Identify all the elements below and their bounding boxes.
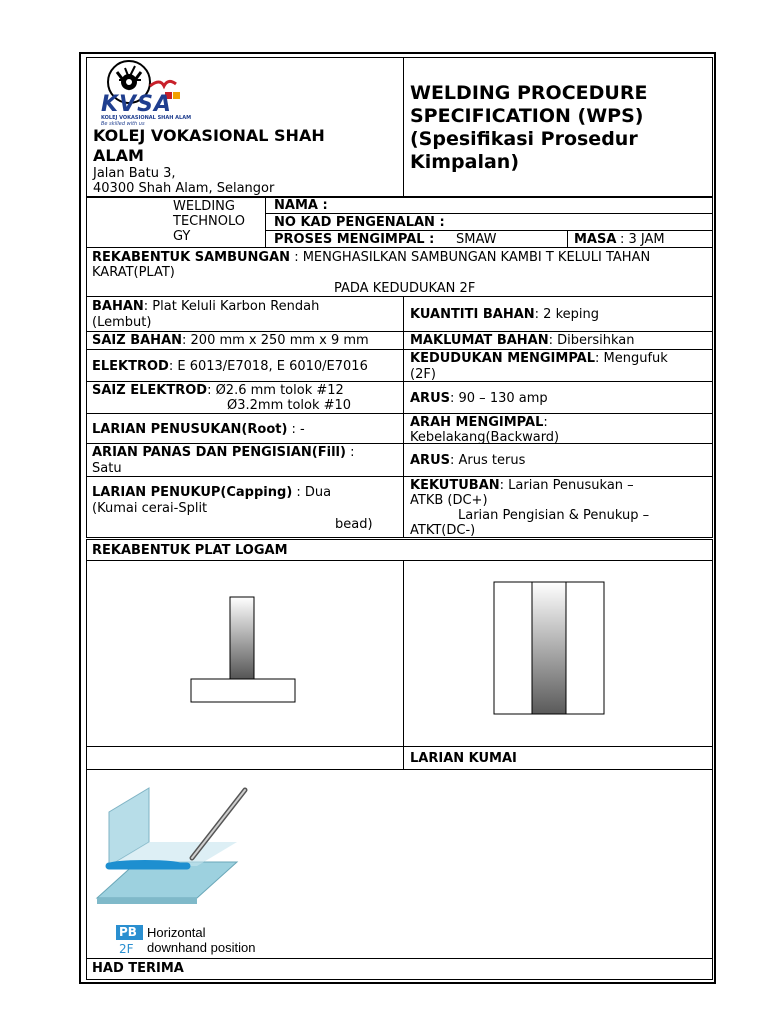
larian-kumai-label: LARIAN KUMAI <box>410 751 517 766</box>
saiz-elektrod-value-line1: : Ø2.6 mm tolok #12 <box>207 383 344 398</box>
header-title-cell <box>403 57 713 197</box>
capping-value-line1: : Dua <box>296 485 332 500</box>
saiz-bahan-cell <box>86 331 404 350</box>
kekutuban-value-line4: ATKT(DC-) <box>410 523 476 538</box>
capping-value-line3: bead) <box>335 517 373 532</box>
capping-line1 <box>92 485 331 500</box>
masa-cell <box>567 230 713 248</box>
root-cell <box>86 413 404 444</box>
larian-kumai-left-cell <box>86 746 404 770</box>
fill-label: ARIAN PANAS DAN PENGISIAN(Fill) <box>92 445 346 460</box>
saiz-bahan-value: : 200 mm x 250 mm x 9 mm <box>182 333 369 348</box>
saiz-elektrod-label: SAIZ ELEKTROD <box>92 383 208 398</box>
header-school-cell <box>86 57 404 197</box>
dept-line2: TECHNOLO <box>173 214 245 229</box>
bahan-value-line1: : Plat Keluli Karbon Rendah <box>143 299 320 314</box>
title-line4: Kimpalan) <box>410 151 519 173</box>
rekabentuk-value-line3: PADA KEDUDUKAN 2F <box>334 281 476 296</box>
kedudukan-value-line2: (2F) <box>410 367 436 382</box>
maklumat-label: MAKLUMAT BAHAN <box>410 333 549 348</box>
position-desc-line2: downhand position <box>147 940 256 955</box>
capping-cell <box>86 476 404 538</box>
kekutuban-value-line3: Larian Pengisian & Penukup – <box>458 508 650 523</box>
had-terima-label: HAD TERIMA <box>92 961 184 976</box>
masa-value: : 3 JAM <box>620 232 665 247</box>
arah-line1 <box>410 415 548 430</box>
arus2-cell <box>403 443 713 477</box>
kuantiti-cell <box>403 296 713 332</box>
elektrod-line <box>92 359 368 374</box>
dept-line3: GY <box>173 229 191 244</box>
kekutuban-label: KEKUTUBAN <box>410 478 500 493</box>
logo-tagline: Be skilled with us <box>101 121 145 127</box>
bahan-cell <box>86 296 404 332</box>
arah-value-line1: : <box>543 415 548 430</box>
arus2-value: : Arus terus <box>450 453 526 468</box>
kekutuban-line1 <box>410 478 634 493</box>
arah-cell <box>403 413 713 444</box>
kedudukan-line1 <box>410 351 668 366</box>
fillet-weld-illustration <box>87 770 287 910</box>
arus1-line <box>410 391 548 406</box>
address-line2: 40300 Shah Alam, Selangor <box>93 181 275 196</box>
capping-value-line2: (Kumai cerai-Split <box>92 501 208 516</box>
kedudukan-value-line1: : Mengufuk <box>595 351 668 366</box>
kekutuban-cell <box>403 476 713 538</box>
fill-line1 <box>92 445 354 460</box>
bahan-label: BAHAN <box>92 299 144 314</box>
root-label: LARIAN PENUSUKAN(Root) <box>92 422 288 437</box>
capping-label: LARIAN PENUKUP(Capping) <box>92 485 293 500</box>
kuantiti-value: : 2 keping <box>534 307 600 322</box>
larian-kumai-cell <box>403 746 713 770</box>
masa-label: MASA <box>574 232 617 247</box>
plat-logam-header <box>86 539 713 561</box>
school-name-line2: ALAM <box>93 146 144 165</box>
pb-code: PB <box>119 925 137 939</box>
position-desc-line1: Horizontal <box>147 925 206 940</box>
arah-value-line2: Kebelakang(Backward) <box>410 430 560 445</box>
bahan-line1 <box>92 299 319 314</box>
maklumat-value: : Dibersihkan <box>548 333 635 348</box>
root-value: : - <box>291 422 305 437</box>
ic-label: NO KAD PENGENALAN : <box>274 215 445 230</box>
title-line3: (Spesifikasi Prosedur <box>410 128 638 150</box>
maklumat-cell <box>403 331 713 350</box>
kekutuban-value-line2: ATKB (DC+) <box>410 493 488 508</box>
t-joint-diagram <box>87 561 405 748</box>
position-illustration-cell <box>86 769 713 959</box>
department-cell <box>86 197 266 248</box>
arus2-line <box>410 453 525 468</box>
t-joint-drawing-cell <box>86 560 404 747</box>
nama-cell <box>265 197 713 214</box>
dept-line1: WELDING <box>173 199 235 214</box>
logo-subtitle: KOLEJ VOKASIONAL SHAH ALAM <box>101 115 192 121</box>
elektrod-label: ELEKTROD <box>92 359 169 374</box>
kekutuban-value-line1: : Larian Penusukan – <box>499 478 634 493</box>
fill-value-line2: Satu <box>92 461 122 476</box>
nama-label: NAMA : <box>274 198 328 213</box>
saiz-elektrod-cell <box>86 381 404 414</box>
title-line2: SPECIFICATION (WPS) <box>410 105 644 127</box>
pb-code2: 2F <box>119 942 134 956</box>
elektrod-cell <box>86 349 404 382</box>
rekabentuk-line1 <box>92 250 650 265</box>
arus1-label: ARUS <box>410 391 450 406</box>
saiz-elektrod-line1 <box>92 383 344 398</box>
fill-cell <box>86 443 404 477</box>
proses-value: SMAW <box>456 232 497 247</box>
elektrod-value: : E 6013/E7018, E 6010/E7016 <box>168 359 368 374</box>
maklumat-line <box>410 333 634 348</box>
rekabentuk-value-line1: : MENGHASILKAN SAMBUNGAN KAMBI T KELULI TAHAN <box>294 250 651 265</box>
kedudukan-label: KEDUDUKAN MENGIMPAL <box>410 351 596 366</box>
kuantiti-line <box>410 307 599 322</box>
proses-cell <box>265 230 568 248</box>
logo-text: KVSA <box>101 92 172 117</box>
kedudukan-cell <box>403 349 713 382</box>
ic-cell <box>265 213 713 231</box>
plat-logam-label: REKABENTUK PLAT LOGAM <box>92 543 288 558</box>
plate-side-diagram <box>404 561 714 748</box>
kuantiti-label: KUANTITI BAHAN <box>410 307 535 322</box>
root-line <box>92 422 305 437</box>
arus1-value: : 90 – 130 amp <box>450 391 548 406</box>
saiz-elektrod-value-line2: Ø3.2mm tolok #10 <box>227 398 352 413</box>
rekabentuk-label: REKABENTUK SAMBUNGAN <box>92 250 291 265</box>
saiz-bahan-line <box>92 333 369 348</box>
saiz-bahan-label: SAIZ BAHAN <box>92 333 183 348</box>
bahan-value-line2: (Lembut) <box>92 315 152 330</box>
school-name-line1: KOLEJ VOKASIONAL SHAH <box>93 126 325 145</box>
rekabentuk-value-line2: KARAT(PLAT) <box>92 265 175 280</box>
proses-label: PROSES MENGIMPAL : <box>274 232 435 247</box>
plate-side-drawing-cell <box>403 560 713 747</box>
arah-label: ARAH MENGIMPAL <box>410 415 544 430</box>
had-terima-cell <box>86 958 713 980</box>
fill-value-line1: : <box>350 445 355 460</box>
title-line1: WELDING PROCEDURE <box>410 82 648 104</box>
arus1-cell <box>403 381 713 414</box>
arus2-label: ARUS <box>410 453 450 468</box>
address-line1: Jalan Batu 3, <box>93 166 176 181</box>
rekabentuk-sambungan-cell <box>86 247 713 297</box>
